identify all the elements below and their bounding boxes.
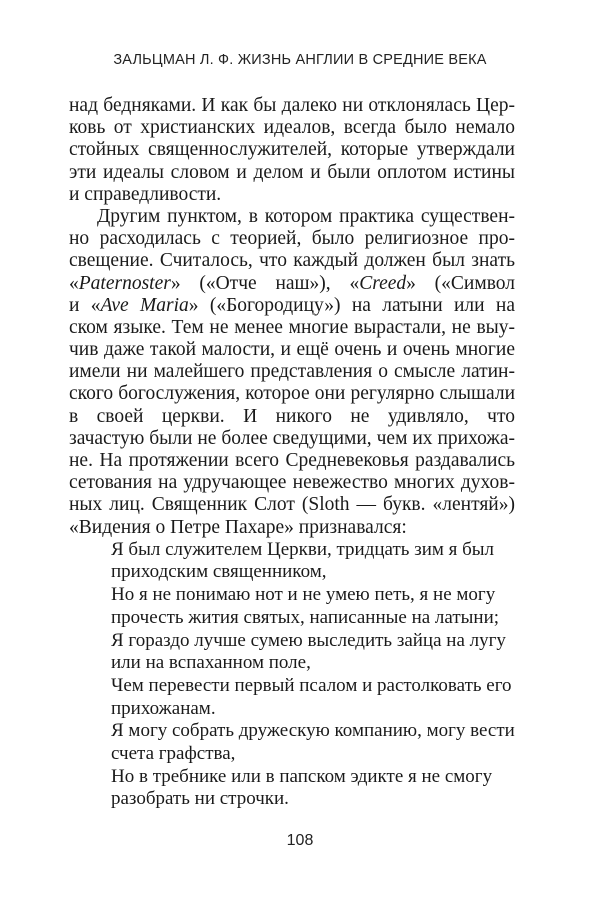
text-line xyxy=(69,206,515,228)
text-segment: » («Символ xyxy=(406,272,515,294)
prose xyxy=(69,95,515,539)
text-line xyxy=(69,383,515,405)
text-segment: сетования на удручающее невежество многих духов- xyxy=(69,472,515,494)
text-line xyxy=(69,162,515,184)
text-line xyxy=(69,361,515,383)
text-line xyxy=(69,494,515,516)
text-segment: но расходилась с теорией, было религиозное про- xyxy=(69,228,515,250)
poem-line: разобрать ни строчки. xyxy=(111,788,289,810)
text-line xyxy=(69,339,515,361)
text-line xyxy=(69,250,515,272)
text-segment: не. На протяжении всего Средневековья раздавались xyxy=(69,450,515,471)
text-segment: ском языке. Тем не менее многие вырастали, не выу- xyxy=(69,316,515,338)
text-segment: в своей церкви. И никого не удивляло, что xyxy=(69,405,515,427)
poem-line: приходским священником, xyxy=(111,561,327,583)
poem-line: Но в требнике или в папском эдикте я не смогу xyxy=(111,765,493,787)
poem-line: Я был служителем Церкви, тридцать зим я был xyxy=(111,538,495,560)
poem-line: Чем перевести первый псалом и растолковать его xyxy=(111,674,512,696)
text-line xyxy=(69,406,515,428)
body-text xyxy=(69,95,515,811)
text-line xyxy=(69,184,515,206)
text-line xyxy=(69,95,515,117)
text-segment: » («Богородицу») на латыни или на xyxy=(188,294,515,316)
page-number: 108 xyxy=(286,832,314,849)
poem-line: Но я не понимаю нот и не умею петь, я не могу xyxy=(111,584,496,606)
poem-line: или на вспаханном поле, xyxy=(111,652,311,674)
text-line xyxy=(69,450,515,472)
text-segment: и « xyxy=(69,294,101,316)
text-line xyxy=(69,472,515,494)
text-line xyxy=(69,517,515,539)
poem-line: прочесть жития святых, написанные на латыни; xyxy=(111,606,500,628)
text-segment: и справедливости. xyxy=(69,183,222,205)
text-segment: имели ни малейшего представления о смысле латин- xyxy=(69,361,515,383)
text-segment: эти идеалы словом и делом и были оплотом истины xyxy=(69,161,515,183)
text-segment: Другим пунктом, в котором практика существен- xyxy=(97,205,515,227)
running-header: ЗАЛЬЦМАН Л. Ф. ЖИЗНЬ АНГЛИИ В СРЕДНИЕ ВЕКА xyxy=(113,52,487,68)
poem-line: счета графства, xyxy=(111,742,236,764)
text-segment: » («Отче наш»), « xyxy=(170,272,360,294)
text-line xyxy=(69,117,515,139)
text-line xyxy=(69,428,515,450)
italic-term: Ave Maria xyxy=(100,294,189,316)
text-segment: зачастую были не более сведущими, чем их прихожа- xyxy=(69,427,515,449)
text-line xyxy=(69,273,515,295)
text-segment: стойных священнослужителей, которые утверждали xyxy=(69,139,515,161)
text-segment: над бедняками. И как бы далеко ни отклонялась Цер- xyxy=(69,95,515,116)
text-segment: «Видения о Петре Пахаре» признавался: xyxy=(69,516,407,538)
paragraph xyxy=(69,95,515,206)
text-segment: свещение. Считалось, что каждый должен был знать xyxy=(69,250,515,272)
poem-line: Я могу собрать дружескую компанию, могу вести xyxy=(111,720,515,742)
text-segment: ковь от христианских идеалов, всегда было немало xyxy=(69,117,515,139)
text-line xyxy=(69,295,515,317)
poem-line: прихожанам. xyxy=(111,697,216,719)
poem-line: Я гораздо лучше сумею выследить зайца на лугу xyxy=(111,629,506,651)
text-segment: ского богослужения, которое они регулярно слышали xyxy=(69,383,515,405)
italic-term: Paternoster xyxy=(78,272,171,294)
text-segment: « xyxy=(69,272,79,294)
text-line xyxy=(69,317,515,339)
paragraph xyxy=(69,206,515,539)
text-line xyxy=(69,139,515,161)
text-line xyxy=(69,228,515,250)
poem-quote xyxy=(69,539,515,811)
text-segment: ных лиц. Священник Слот (Sloth — букв. «лентяй») xyxy=(69,494,515,516)
italic-term: Creed xyxy=(359,272,407,294)
text-segment: чив даже такой малости, и ещё очень и очень многие xyxy=(69,339,515,361)
